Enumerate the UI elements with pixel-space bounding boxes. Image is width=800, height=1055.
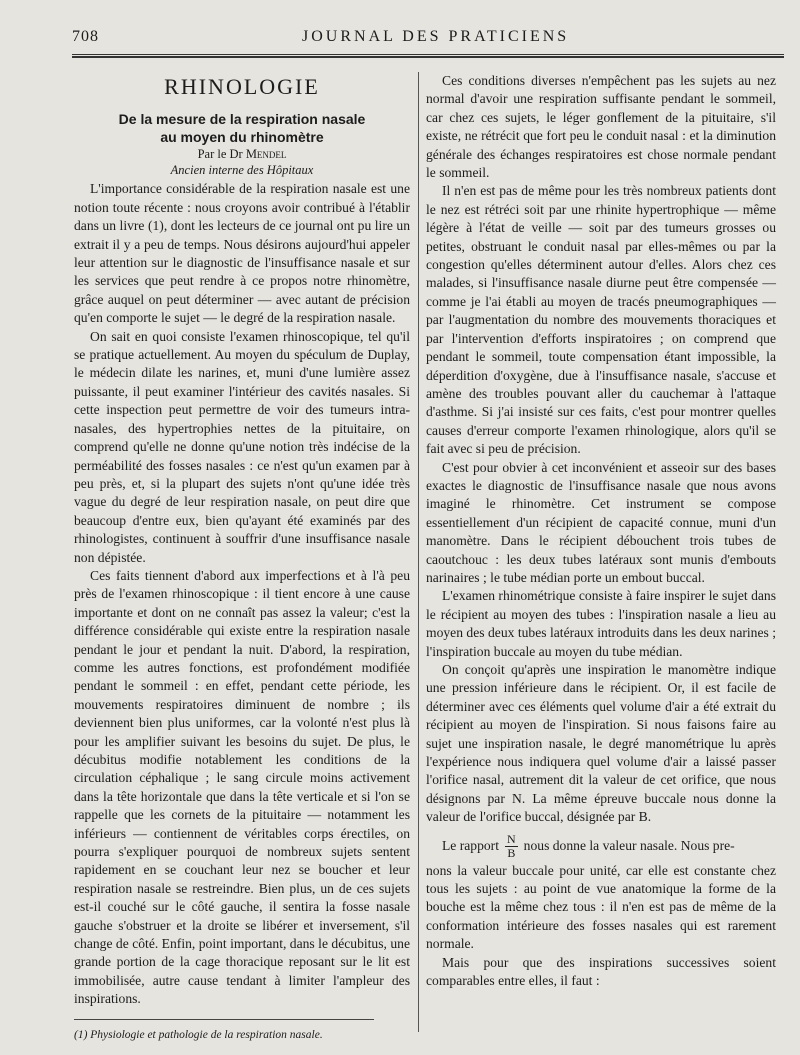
paragraph: On sait en quoi consiste l'examen rhinoscopique, tel qu'il se pratique actuellement. Au moyen du spéculum de Duplay, le médecin dilate les narines, et, muni d'une lumière assez puissante, il peut examiner l'intérieur des cavités nasales. Si cette inspection peut permettre de voir des tumeurs intra-nasales, des hypertrophies nettes de la pituitaire, on comprend qu'elle ne donne qu'une notion très indécise de la perméabilité des fosses nasales : ce n'est qu'un examen par à peu près, et, si la plupart des sujets n'ont qu'une idée très vague du degré de leur respiration nasale, on peut dire que beaucoup d'entre eux, bien qu'ayant été examinés par des rhinologistes, continuent à souffrir d'une insuffisance nasale non dépistée.	[74, 328, 410, 565]
paragraph: Ces conditions diverses n'empêchent pas les sujets au nez normal d'avoir une respiration suffisante pendant le sommeil, car chez ces sujets, le léger gonflement de la pituitaire, s'il existe, ne rétrécit que fort peu le conduit nasal : et la diminution générale des échanges respiratoires est chose normale pendant le sommeil.	[426, 73, 776, 181]
footnote-rule	[74, 1019, 374, 1020]
author-affiliation: Ancien interne des Hôpitaux	[170, 163, 314, 178]
page-header	[72, 22, 782, 50]
fraction-denominator: B	[507, 845, 516, 860]
byline	[74, 146, 410, 162]
running-title: JOURNAL DES PRATICIENS	[302, 28, 570, 45]
paragraph: nons la valeur buccale pour unité, car elle est constante chez tous les sujets : au point de vue anatomique la forme de la bouche est la même chez tous : il n'en est pas de même de la conformation intérieure des fosses nasales qui est rarement normale.	[426, 862, 776, 952]
header-rule	[72, 54, 784, 58]
article-title-line-1: De la mesure de la respiration nasale	[118, 111, 366, 128]
page-number: 708	[72, 28, 99, 45]
right-column	[426, 72, 776, 991]
formula-prefix: Le rapport	[442, 837, 499, 853]
footnote: (1) Physiologie et pathologie de la respiration nasale.	[74, 1028, 323, 1041]
paragraph: Il n'en est pas de même pour les très nombreux patients dont le nez est rétréci soit par une rhinite hypertrophique — même légère à l'état de veille — soit par des tumeurs grosses ou petites, obstruant le conduit nasal par elles-mêmes ou par la congestion qu'elles déterminent autour d'elles. Alors chez ces malades, si l'insuffisance nasale diurne peut être compensée — comme je l'ai établi au moyen de tracés pneumographiques — par l'augmentation du nombre des mouvements thoraciques et par l'intervention d'efforts inspiratoires ; on comprend que pendant le sommeil, toute compensation étant impossible, la déperdition d'oxygène, due à l'insuffisance nasale, s'accuse et amène des troubles pouvant aller du cauchemar à l'attaque d'asthme. Si j'ai insisté sur ces faits, c'est pour montrer quelles causes d'erreur comporte l'examen rhinologique, alors qu'il se fait avec si peu de précision.	[426, 183, 776, 457]
fraction	[505, 833, 518, 860]
author-name: Mendel	[245, 147, 287, 162]
paragraph: On conçoit qu'après une inspiration le manomètre indique une pression inférieure dans le récipient. Or, il est facile de déterminer avec ces éléments quel volume d'air a été extrait du récipient au moyen de l'inspiration. Si nous faisons faire au sujet une inspiration nasale, le degré manométrique lu après l'expérience nous indiquera quel volume d'air a laissé passer l'orifice nasal, autrement dit la valeur de cet orifice, que nous désignons par N. La même épreuve buccale nous donne la valeur de l'orifice buccal, désignée par B.	[426, 662, 776, 825]
formula-line	[426, 833, 776, 860]
column-divider	[418, 72, 419, 1032]
paragraph: L'examen rhinométrique consiste à faire inspirer le sujet dans le récipient au moyen des tubes : l'inspiration nasale a lieu au moyen des deux tubes latéraux introduits dans les deux narines ; l'inspiration buccale au moyen du tube médian.	[426, 588, 776, 659]
paragraph: Ces faits tiennent d'abord aux imperfections et à l'à peu près de l'examen rhinoscopique : il tient encore à une cause importante et dont on ne connaît pas assez la valeur; c'est la différence considérable qui existe entre la respiration nasale pendant le jour et pendant la nuit. D'abord, la respiration, comme les autres fonctions, est profondément modifiée pendant le sommeil : en effet, pendant cette période, les mouvements respiratoires diminuent de nombre ; ils deviennent bien plus uniformes, car la volonté n'est plus là pour les amplifier suivant les besoins du sujet. De plus, le décubitus modifie notablement les conditions de la circulation céphalique ; le sang circule moins activement dans la tête horizontale que dans la tête verticale et si l'on se rappelle que les cornets de la pituitaire — notamment les inférieurs — contiennent de véritables corps érectiles, on pourra s'expliquer pourquoi de nombreux sujets sentent rapidement en se couchant leur nez se boucher et leur respiration nasale se restreindre. Bien plus, un de ces sujets est-il couché sur le côté gauche, il sentira la fosse nasale gauche s'obstruer et la droite se libérer et inversement, s'il change de côté. Enfin, point important, dans le décubitus, une grande portion de la cage thoracique reposant sur le lit est immobilisée, autre cause tendant à limiter l'ampleur des inspirations.	[74, 567, 410, 1007]
article-title-line-2: au moyen du rhinomètre	[160, 129, 324, 146]
section-title: RHINOLOGIE	[164, 74, 320, 99]
paragraph: C'est pour obvier à cet inconvénient et asseoir sur des bases exactes le diagnostic de l'insuffisance nasale que nous avons imaginé le rhinomètre. Cet instrument se compose essentiellement d'un récipient de capacité connue, muni d'un manomètre. Dans le récipient débouchent trois tubes de caoutchouc : les deux tubes latéraux sont munis d'embouts narinaires ; le tube médian porte un embout buccal.	[426, 459, 776, 585]
formula-suffix: nous donne la valeur nasale. Nous pre-	[523, 837, 735, 853]
paragraph: Mais pour que des inspirations successives soient comparables entre elles, il faut :	[426, 954, 776, 989]
fraction-numerator: N	[507, 831, 516, 846]
byline-prefix: Par le Dr	[197, 147, 243, 162]
left-column	[74, 72, 410, 1044]
paragraph: L'importance considérable de la respiration nasale est une notion toute récente : nous croyons avoir contribué à l'établir dans un livre (1), dont les lecteurs de ce journal ont pu lire un extrait il y a peu de temps. Nous désirons aujourd'hui appeler leur attention sur le diagnostic de l'insuffisance nasale et sur les services que peut rendre à ce propos notre rhinomètre, grâce auquel on peut déterminer — avec autant de précision qu'en comporte le sujet — le degré de la respiration nasale.	[74, 181, 410, 326]
